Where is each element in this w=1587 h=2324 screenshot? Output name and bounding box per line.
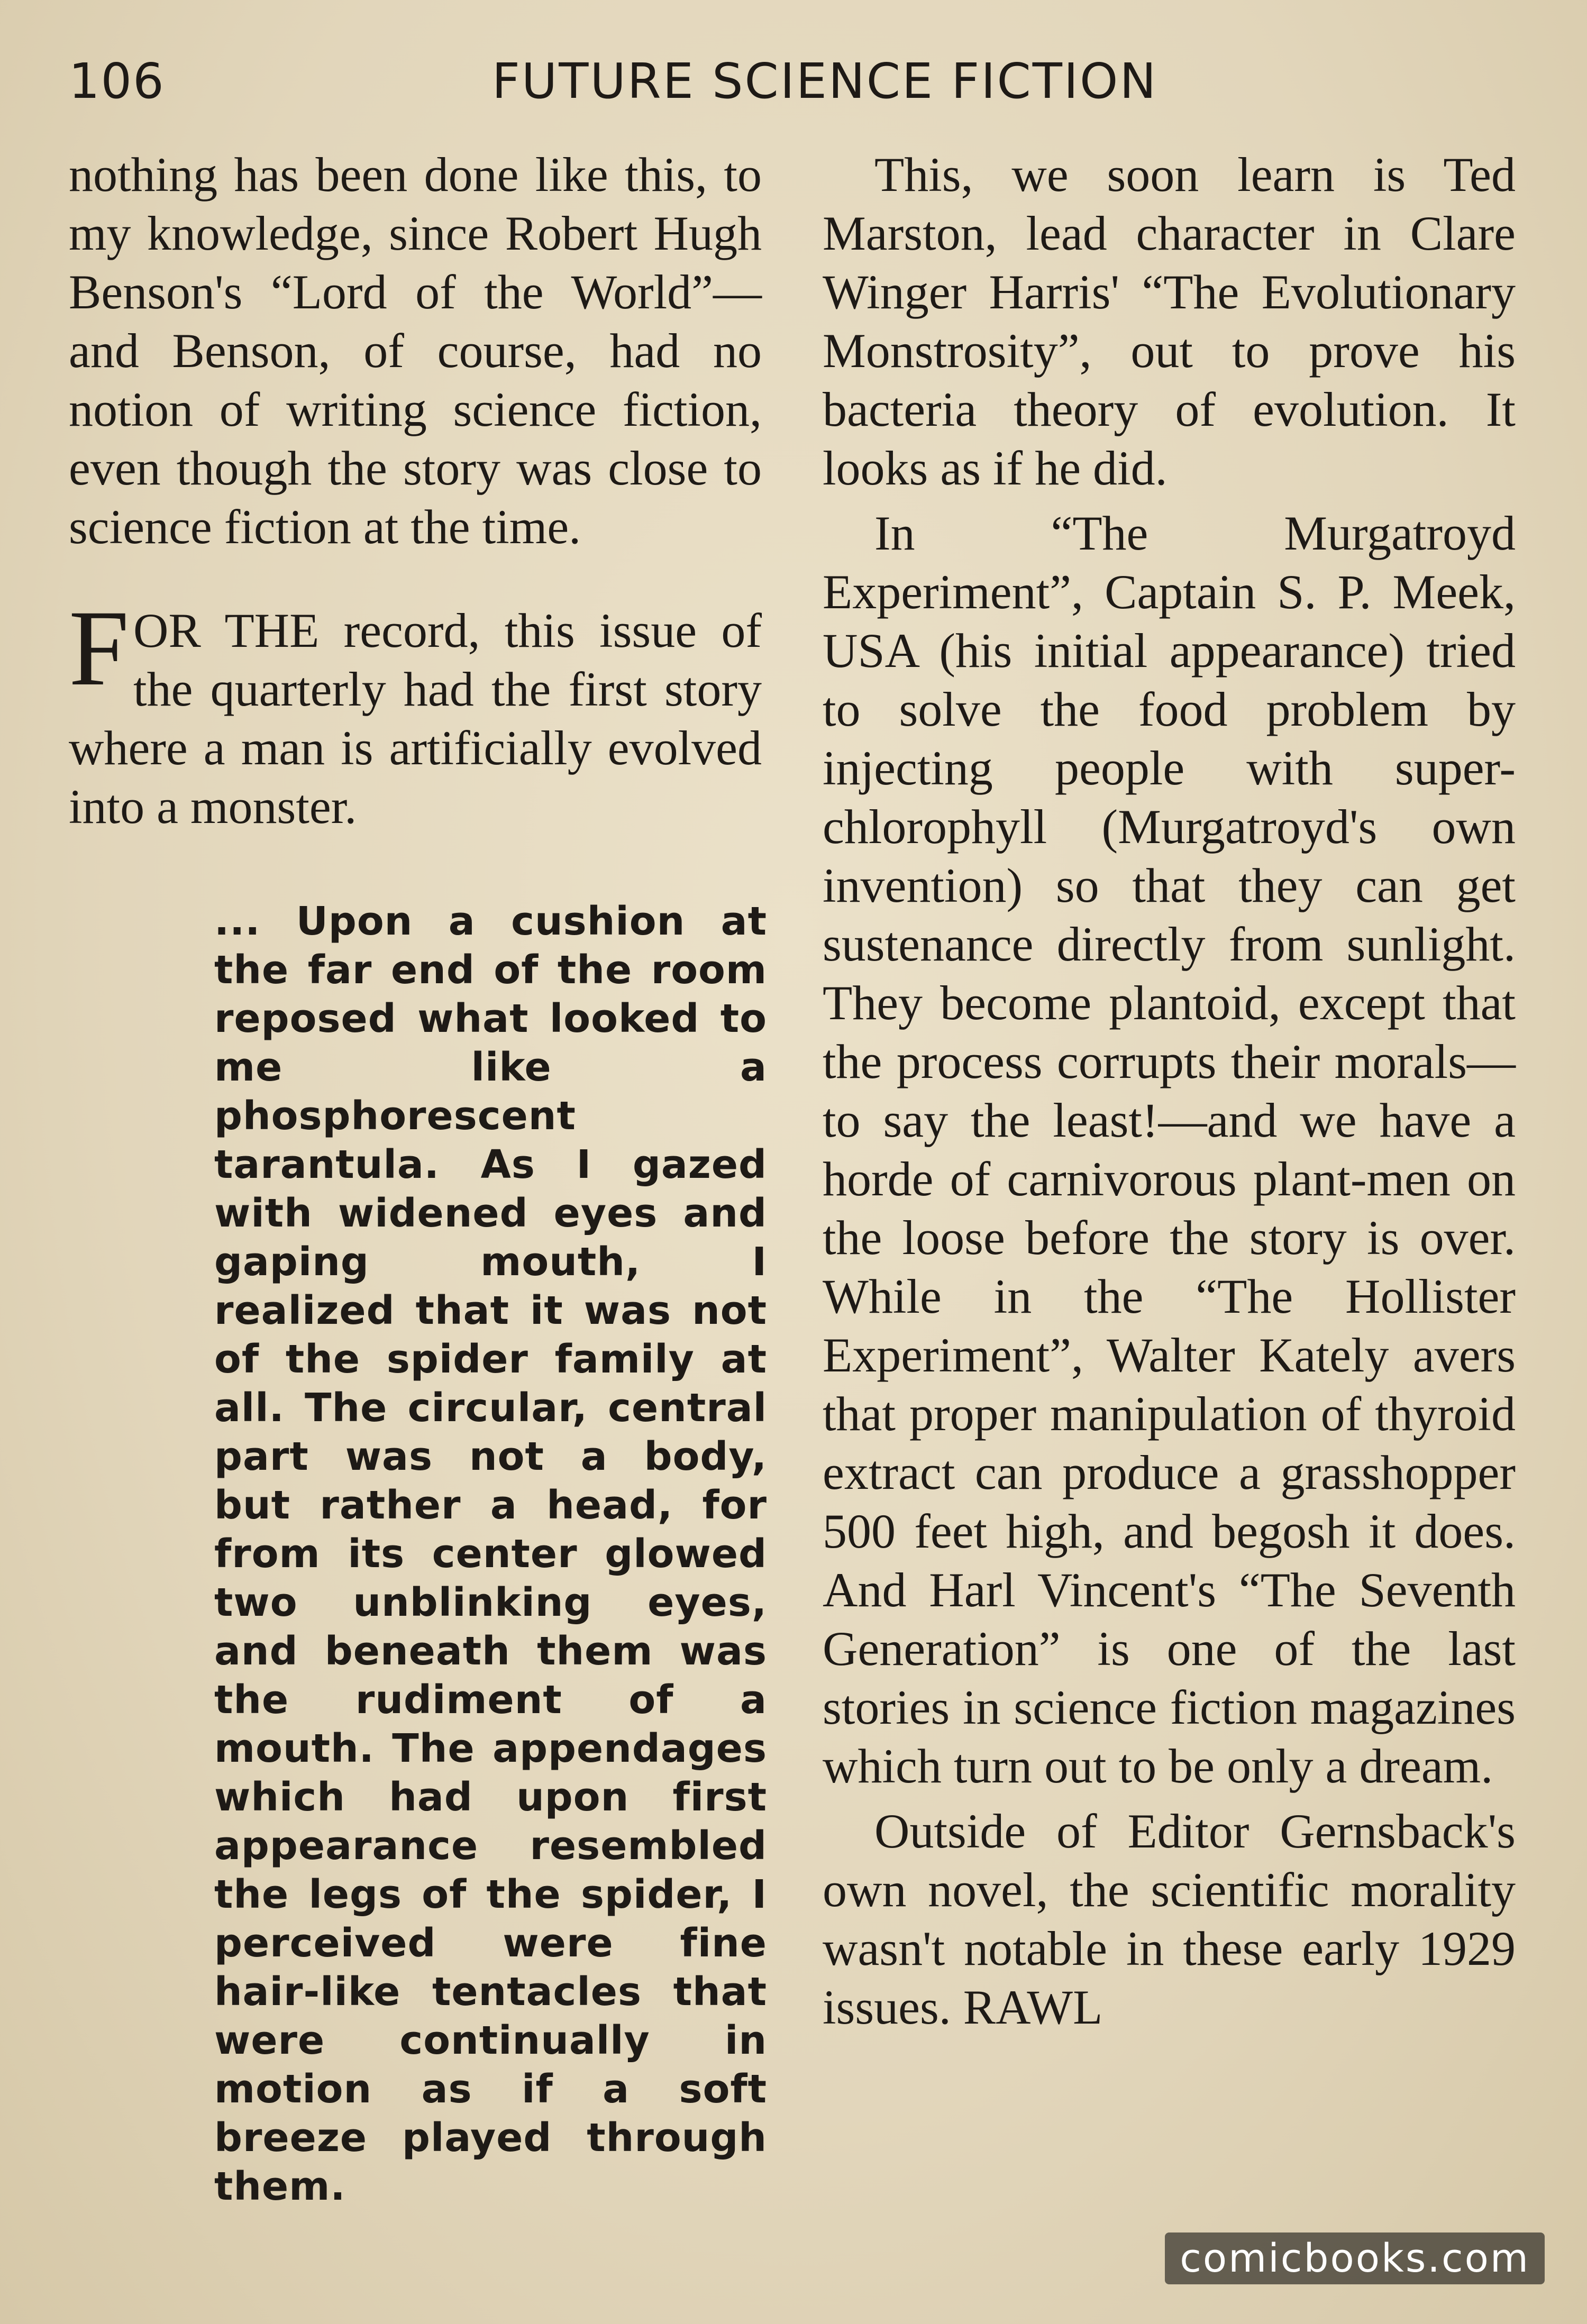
page-header <box>69 53 1524 132</box>
left-paragraph-1: nothing has been done like this, to my knowledge, since Robert Hugh Benson's “Lord of the World”—and Benson, of course, had no notion of writing science fiction, even though the story was close to science fiction at the time. <box>69 148 762 554</box>
left-column <box>69 145 767 2211</box>
drop-cap: F <box>69 588 130 708</box>
right-paragraph-2: In “The Murgatroyd Experiment”, Captain S. P. Meek, USA (his initial appearance) tried to solve the food problem by injecting people with super-chlorophyll (Murgatroyd's own invention) so that they can get sustenance directly from sunlight. They become plantoid, except that the process corrupts their morals—to say the least!—and we have a horde of carnivorous plant-men on the loose before the story is over. While in the “The Hollister Experiment”, Walter Kately avers that proper manipulation of thyroid extract can produce a grasshopper 500 feet high, and begosh it does. And Harl Vincent's “The Seventh Generation” is one of the last stories in science fiction magazines which turn out to be only a dream. <box>823 506 1516 1793</box>
running-title: FUTURE SCIENCE FICTION <box>492 53 1158 109</box>
page-number: 106 <box>69 53 165 109</box>
left-paragraph-2-text: OR THE record, this issue of the quarterly had the first story where a man is artificially evolved into a monster. <box>69 603 762 834</box>
right-paragraph-3: Outside of Editor Gernsback's own novel, the scientific morality wasn't notable in these early 1929 issues. RAWL <box>823 1804 1516 2034</box>
excerpt-quote: ... Upon a cushion at the far end of the room reposed what looked to me like a phosphorescent tarantula. As I gazed with widened eyes and gaping mouth, I realized that it was not of the spider family at all. The circular, central part was not a body, but rather a head, for from its center glowed two unblinking eyes, and beneath them was the rudiment of a mouth. The appendages which had upon first appearance resembled the legs of the spider, I perceived were fine hair-like tentacles that were continually in motion as if a soft breeze played through them. <box>214 899 767 2209</box>
right-column <box>823 145 1516 2037</box>
right-paragraph-1: This, we soon learn is Ted Marston, lead character in Clare Winger Harris' “The Evolutionary Monstrosity”, out to prove his bacteria theory of evolution. It looks as if he did. <box>823 148 1516 495</box>
watermark: comicbooks.com <box>1165 2232 1545 2284</box>
left-paragraph-2 <box>69 588 762 836</box>
